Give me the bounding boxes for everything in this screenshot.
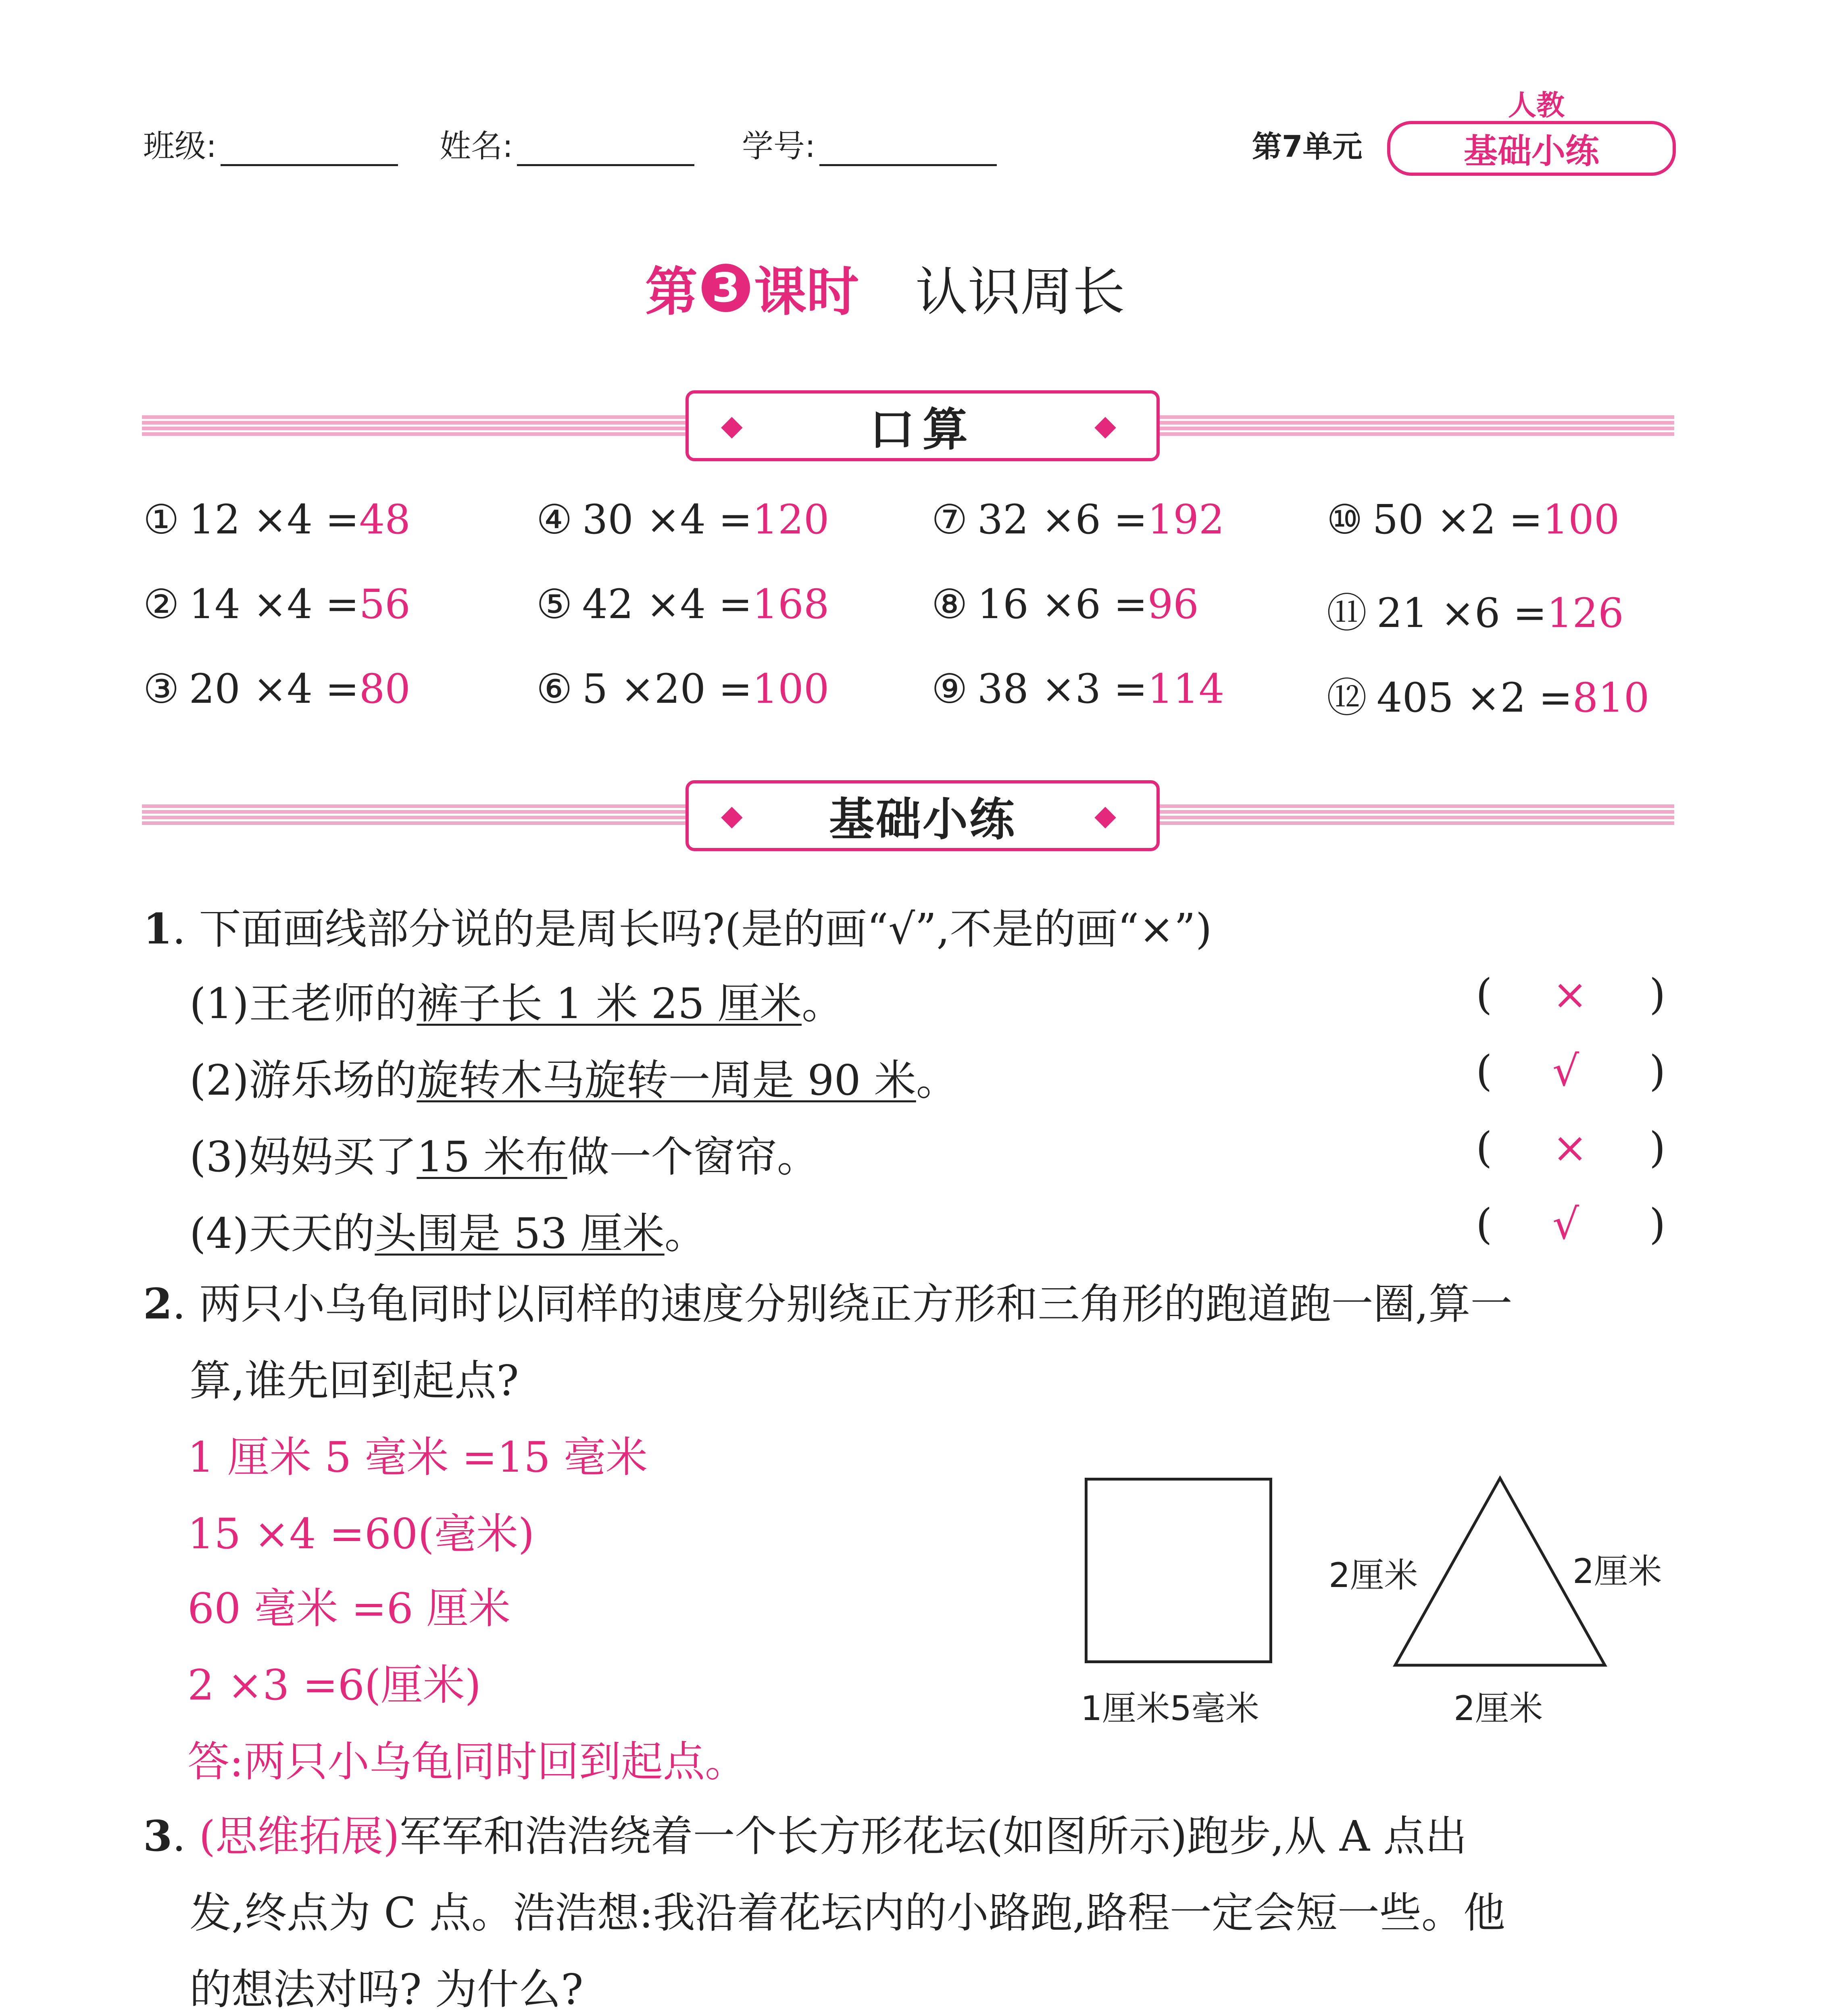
oral-item-number: ⑫ <box>1327 674 1367 721</box>
q1-item <box>190 1123 819 1183</box>
oral-item-number: ⑩ <box>1327 496 1363 543</box>
practice-section-header <box>685 780 1160 851</box>
q1-answer-mark[interactable]: √ <box>1552 1046 1579 1095</box>
q1-answer-mark[interactable]: √ <box>1552 1200 1579 1249</box>
oral-item-expression: 21 ×6 = <box>1377 589 1547 637</box>
q1-item <box>190 1200 706 1260</box>
answer-paren-open: ( <box>1476 970 1492 1019</box>
oral-item <box>1327 665 1650 723</box>
oral-item <box>536 581 829 628</box>
oral-item-expression: 14 ×4 = <box>189 581 359 628</box>
lesson-number-circle <box>702 264 750 312</box>
oral-item-number: ② <box>143 581 179 628</box>
q1-item <box>190 970 844 1030</box>
oral-item-number: ⑨ <box>931 665 968 712</box>
q2-answer-1: 1 厘米 5 毫米 =15 毫米 <box>188 1433 648 1482</box>
answer-paren-open: ( <box>1476 1123 1492 1172</box>
series-badge <box>1387 121 1676 176</box>
lesson-number: 3 <box>712 264 740 311</box>
oral-item-answer: 810 <box>1572 674 1650 721</box>
q3-text-1: 军军和浩浩绕着一个长方形花坛(如图所示)跑步,从 A 点出 <box>399 1812 1467 1861</box>
oral-item-expression: 5 ×20 = <box>582 665 752 712</box>
q3-stem-line2: 发,终点为 C 点。浩浩想:我沿着花坛内的小路跑,路程一定会短一些。他 <box>190 1888 1505 1937</box>
oral-item <box>143 665 410 712</box>
q3-tag: (思维拓展) <box>199 1812 400 1861</box>
oral-item-answer: 100 <box>1542 496 1620 543</box>
square-track <box>1085 1478 1272 1663</box>
q2-stem-line2: 算,谁先回到起点? <box>190 1356 519 1405</box>
class-blank[interactable] <box>221 140 398 166</box>
q2-answer-2: 15 ×4 =60(毫米) <box>188 1509 535 1558</box>
square-side-label: 1厘米5毫米 <box>1081 1689 1259 1728</box>
name-label: 姓名: <box>440 128 513 165</box>
diamond-icon: ◆ <box>1094 799 1124 832</box>
q1-item-prefix: (3)妈妈买了 <box>190 1132 417 1181</box>
oral-item-expression: 12 ×4 = <box>189 496 359 543</box>
name-field <box>440 121 694 166</box>
oral-item-number: ① <box>143 496 179 543</box>
oral-item-number: ⑥ <box>536 665 573 712</box>
q1-answer-mark[interactable]: × <box>1552 1123 1588 1172</box>
oral-item-expression: 42 ×4 = <box>582 581 752 628</box>
oral-item <box>143 581 410 628</box>
oral-item-answer: 56 <box>359 581 410 628</box>
answer-paren-close: ) <box>1649 970 1666 1019</box>
q2-answer-5: 答:两只小乌龟同时回到起点。 <box>188 1737 747 1786</box>
unit-label: 第7单元 <box>1252 129 1363 164</box>
oral-item-answer: 126 <box>1547 589 1624 637</box>
oral-item-expression: 405 ×2 = <box>1377 674 1573 721</box>
practice-section-title: 基础小练 <box>829 793 1016 846</box>
oral-item <box>931 581 1199 628</box>
oral-item <box>143 496 410 543</box>
q1-item <box>190 1046 958 1107</box>
id-label: 学号: <box>742 128 816 165</box>
oral-section-title: 口算 <box>869 403 976 456</box>
series-label: 基础小练 <box>1463 131 1599 171</box>
answer-paren-close: ) <box>1649 1046 1666 1095</box>
q1-item-suffix: 。 <box>802 979 844 1028</box>
oral-item <box>1327 581 1624 639</box>
lesson-title <box>645 250 1125 325</box>
diamond-icon: ◆ <box>1094 409 1124 442</box>
oral-item-answer: 120 <box>752 496 829 543</box>
oral-item-number: ⑦ <box>931 496 968 543</box>
q1-item-prefix: (4)天天的 <box>190 1209 375 1258</box>
class-label: 班级: <box>143 128 217 165</box>
q2-number: 2 <box>143 1279 173 1329</box>
q1-item-prefix: (2)游乐场的 <box>190 1056 417 1105</box>
oral-item-expression: 30 ×4 = <box>582 496 752 543</box>
oral-item-answer: 80 <box>359 665 410 712</box>
oral-section-header <box>685 390 1160 461</box>
q2-stem-line1 <box>143 1270 1513 1331</box>
triangle-right-label: 2厘米 <box>1573 1552 1662 1591</box>
oral-item-number: ④ <box>536 496 573 543</box>
q1-number: 1 <box>143 904 173 954</box>
q3-number: 3 <box>143 1811 173 1861</box>
oral-item-expression: 16 ×6 = <box>977 581 1148 628</box>
id-field <box>742 121 997 166</box>
q1-item-prefix: (1)王老师的 <box>190 979 417 1028</box>
q3-stem-line3: 的想法对吗? 为什么? <box>190 1965 583 2014</box>
q1-item-underlined: 裤子长 1 米 25 厘米 <box>417 979 802 1028</box>
oral-item-number: ⑧ <box>931 581 968 628</box>
oral-item-number: ⑪ <box>1327 589 1367 637</box>
q2-answer-3: 60 毫米 =6 厘米 <box>188 1584 510 1633</box>
q1-item-suffix: 做一个窗帘。 <box>567 1132 819 1181</box>
oral-item-number: ③ <box>143 665 179 712</box>
lesson-prefix: 第 <box>645 261 698 323</box>
lesson-suffix: 课时 <box>754 261 859 323</box>
oral-item-answer: 48 <box>359 496 410 543</box>
oral-item <box>536 665 829 712</box>
class-field <box>143 121 398 166</box>
diamond-icon: ◆ <box>721 799 751 832</box>
oral-item-answer: 114 <box>1147 665 1225 712</box>
oral-item <box>1327 496 1620 543</box>
oral-item-answer: 168 <box>752 581 829 628</box>
q2-text-1: . 两只小乌龟同时以同样的速度分别绕正方形和三角形的跑道跑一圈,算一 <box>172 1279 1513 1329</box>
oral-item-answer: 100 <box>752 665 829 712</box>
id-blank[interactable] <box>819 140 997 166</box>
q1-text: . 下面画线部分说的是周长吗?(是的画“√”,不是的画“×”) <box>172 904 1212 954</box>
oral-item-answer: 96 <box>1147 581 1199 628</box>
q1-stem <box>143 895 1212 956</box>
lesson-topic: 认识周长 <box>915 261 1125 323</box>
answer-paren-open: ( <box>1476 1200 1492 1249</box>
oral-item-expression: 32 ×6 = <box>977 496 1148 543</box>
q2-answer-4: 2 ×3 =6(厘米) <box>188 1660 481 1710</box>
q1-item-underlined: 头围是 53 厘米 <box>375 1209 665 1258</box>
oral-item <box>931 665 1225 712</box>
diamond-icon: ◆ <box>721 409 751 442</box>
q1-item-underlined: 旋转木马旋转一周是 90 米 <box>417 1056 916 1105</box>
answer-paren-close: ) <box>1649 1123 1666 1172</box>
oral-item-expression: 38 ×3 = <box>977 665 1148 712</box>
publisher-label: 人教 <box>1508 89 1565 122</box>
answer-paren-close: ) <box>1649 1200 1666 1249</box>
oral-item-expression: 50 ×2 = <box>1372 496 1543 543</box>
oral-item-number: ⑤ <box>536 581 573 628</box>
triangle-left-label: 2厘米 <box>1329 1556 1418 1595</box>
q1-answer-mark[interactable]: × <box>1552 970 1588 1019</box>
oral-item <box>536 496 829 543</box>
q1-item-suffix: 。 <box>664 1209 706 1258</box>
oral-item-answer: 192 <box>1147 496 1225 543</box>
name-blank[interactable] <box>517 140 694 166</box>
triangle-bottom-label: 2厘米 <box>1454 1689 1543 1728</box>
q1-item-suffix: 。 <box>916 1056 958 1105</box>
answer-paren-open: ( <box>1476 1046 1492 1095</box>
q1-item-underlined: 15 米布 <box>417 1132 567 1181</box>
oral-item-expression: 20 ×4 = <box>189 665 359 712</box>
oral-item <box>931 496 1225 543</box>
q3-stem-line1: 3. (思维拓展)军军和浩浩绕着一个长方形花坛(如图所示)跑步,从 A 点出 <box>143 1811 1467 1861</box>
